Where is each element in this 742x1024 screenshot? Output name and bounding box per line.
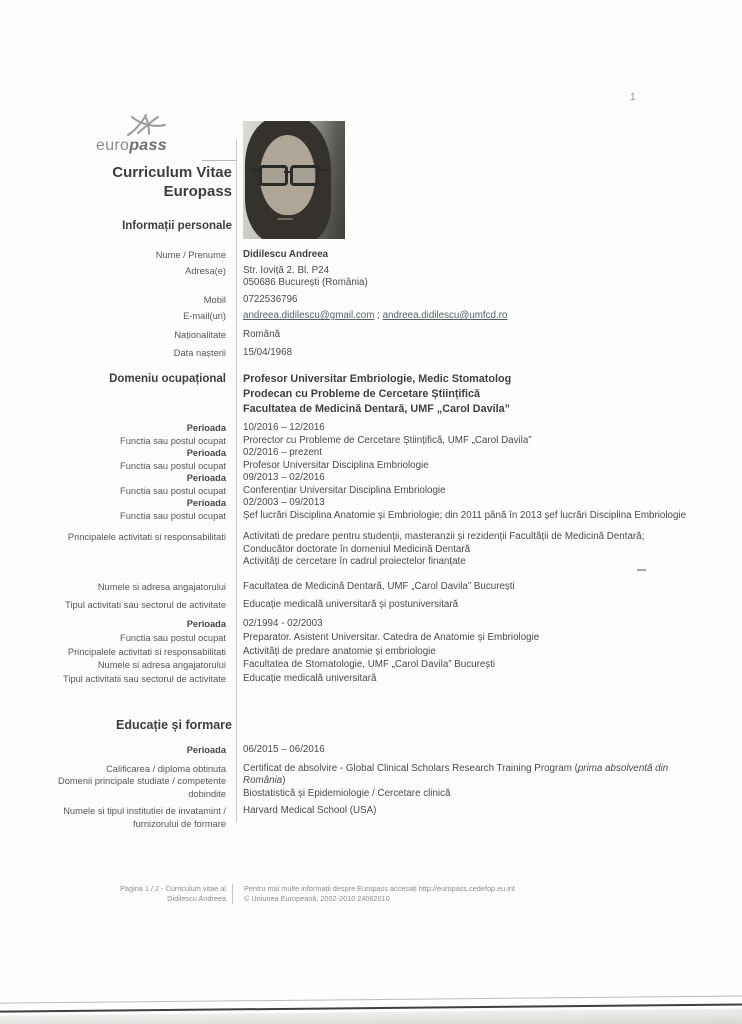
table-row [0,805,742,830]
row-label: Nume / Prenume [155,250,226,260]
table-row [0,510,742,523]
photo-glasses-right-lens [290,165,319,186]
row-label: Numele si adresa angajatorului [97,660,226,670]
table-row [0,763,742,801]
table-row [0,531,742,569]
qualification-value [232,763,691,801]
row-label: Tipul activitati sau sectorul de activitate [65,600,226,610]
summary-line3: Facultatea de Medicină Dentară, UMF „Carol Davila” [243,403,510,415]
row-label: Principalele activitati si responsabilitati [67,646,226,657]
table-row [0,485,742,498]
row-label: Functia sau postul ocupat [120,633,226,643]
footer-right-line1: Pentru mai multe informații despre Europass accesați http://europass.cedefop.eu.int [244,884,515,893]
table-row [0,659,742,672]
table-row [0,618,742,631]
occupational-summary [0,372,742,417]
table-row [0,347,742,360]
row-label: Naționalitate [174,329,226,340]
nationality-value: Română [243,328,281,340]
logo-euro: euro [96,137,130,154]
table-row [0,249,742,262]
institution-label-line1: Numele si tipul institutiei de invatamint / [63,806,226,816]
table-row [0,310,742,323]
section-heading-education: Educație și formare [115,718,232,732]
email-separator: ; [374,310,383,321]
table-row [0,265,742,290]
row-label: Data nașterii [173,348,226,358]
table-row [0,329,742,342]
row-value: Facultatea de Stomatologie, UMF „Carol Davila” București [243,659,496,670]
scan-artifact-dash [637,569,646,571]
photo-glasses-arm-right [318,169,326,171]
table-row [0,646,742,659]
row-label: Functia sau postul ocupat [120,485,226,496]
qualification-italic: prima absolventă din România [243,762,669,786]
row-value: 02/2016 – prezent [243,447,322,458]
occupational-summary-value [232,372,691,417]
address-line2: 050686 București (România) [243,277,368,288]
qualification-text-close: ) [282,775,286,786]
summary-line1: Profesor Universitar Embriologie, Medic Stomatolog [243,373,512,385]
row-label: Perioada [186,423,226,433]
row-label: Numele si adresa angajatorului [97,581,226,592]
email-link-secondary[interactable]: andreea.didilescu@umfcd.ro [382,310,508,321]
page-footer [0,884,742,904]
footer-left-line1: Pagina 1 / 2 - Curriculum vitae al [120,884,226,893]
row-label: Perioada [186,448,226,458]
qualification-line1 [243,763,691,788]
table-row [0,472,742,485]
qualification-line2: Biostatistică și Epidemiologie / Cercetare clinică [243,787,451,799]
row-label: Perioada [186,498,226,508]
logo-pass: pass [129,137,167,154]
row-value: Facultatea de Medicină Dentară, UMF „Carol Davila” București [243,580,515,592]
activities-line2: Conducător doctorate în domeniul Medicină Dentară [243,543,471,555]
name-value: Didilescu Andreea [243,249,329,260]
activities-line3: Activități de cercetare în cadrul proiectelor finanțate [243,556,466,567]
row-label: Tipul activitatii sau sectorul de activitate [63,673,226,684]
personal-info-table [0,249,742,360]
row-value: 10/2016 – 12/2016 [243,422,325,433]
row-value [232,531,691,569]
table-row [0,744,742,757]
address-line1: Str. Ioviță 2. Bl. P24 [243,264,330,276]
scan-edge-faint-line [0,995,742,1003]
occupational-table [0,422,742,685]
table-row [0,497,742,510]
row-value: Educație medicală universitară [243,672,377,684]
qualification-label-line1: Calificarea / diploma obtinuta [106,763,226,774]
footer-left [0,884,232,904]
row-value: 06/2015 – 06/2016 [243,744,325,755]
email-value [232,310,691,323]
table-row [0,294,742,307]
photo-glasses-bridge [284,171,290,173]
row-value: Conferențiar Universitar Disciplina Embriologie [243,484,446,496]
photo-glasses-left-lens [259,165,288,186]
page-number: 1 [630,92,636,103]
europass-logo-text [96,138,226,154]
row-value: 02/1994 - 02/2003 [243,617,323,629]
title-line2: Europass [163,182,232,200]
table-row [0,460,742,473]
table-row [0,435,742,448]
portrait-photo [243,121,345,239]
title-line1: Curriculum Vitae [112,164,232,181]
row-value: Șef lucrări Disciplina Anatomie și Embriologie; din 2011 până în 2013 șef lucrări Disciplina Embriologie [243,509,687,521]
section-heading-occupational: Domeniu ocupațional [109,373,226,385]
row-label: E-mail(uri) [183,311,226,321]
row-label [0,805,232,830]
row-value: Activități de predare anatomie și embriologie [243,645,436,657]
qualification-label-line2: Domenii principale studiate / competente [58,776,226,786]
photo-mouth [277,218,293,220]
footer-right [232,884,674,904]
row-value: 02/2003 – 09/2013 [243,497,325,508]
document-title [0,164,232,201]
summary-line2: Prodecan cu Probleme de Cercetare Științifică [243,388,481,400]
row-label: Mobil [203,294,226,305]
footer-right-line2: © Uniunea Europeană, 2002-2010 24062010 [244,894,390,903]
row-label: Perioada [186,618,226,629]
email-link-primary[interactable]: andreea.didilescu@gmail.com [243,310,375,321]
row-value: Preparator. Asistent Universitar. Catedra de Anatomie și Embriologie [243,632,540,643]
row-label: Adresa(e) [185,265,226,276]
row-value: Profesor Universitar Disciplina Embriologie [243,459,429,471]
row-label: Functia sau postul ocupat [120,435,226,446]
row-value: Prorector cu Probleme de Cercetare Științifică, UMF „Carol Davila” [243,434,532,446]
europass-figure-icon [122,112,170,138]
row-label: Functia sau postul ocupat [120,510,226,521]
address-value [232,265,691,290]
activities-line1: Activitati de predare pentru studenții, masteranzii și rezidenții Facultății de Medicină Dentară; [243,531,645,542]
row-label: Functia sau postul ocupat [120,460,226,471]
table-row [0,673,742,686]
mobile-value: 0722536796 [243,293,298,305]
section-heading-personal: Informații personale [122,220,232,232]
row-label [0,763,232,801]
row-label: Perioada [186,745,226,755]
table-row [0,632,742,645]
qualification-text: Certificat de absolvire - Global Clinical Scholars Research Training Program ( [243,762,578,774]
row-label: Principalele activitati si responsabilitati [67,532,226,542]
birthdate-value: 15/04/1968 [243,347,293,358]
table-row [0,422,742,435]
row-label: Perioada [186,473,226,483]
institution-value: Harvard Medical School (USA) [243,805,377,816]
template-rule [202,160,236,161]
footer-left-line2: Didilescu Andreea [167,894,226,903]
table-row [0,372,742,417]
table-row [0,599,742,612]
europass-logo [96,112,226,164]
qualification-label-line3: dobindite [188,788,226,799]
institution-label-line2: furnizorului de formare [132,818,226,829]
table-row [0,447,742,460]
row-value: Educație medicală universitară și postuniversitară [243,599,459,610]
row-value: 09/2013 – 02/2016 [243,472,325,483]
table-row [0,581,742,594]
education-table [0,744,742,830]
